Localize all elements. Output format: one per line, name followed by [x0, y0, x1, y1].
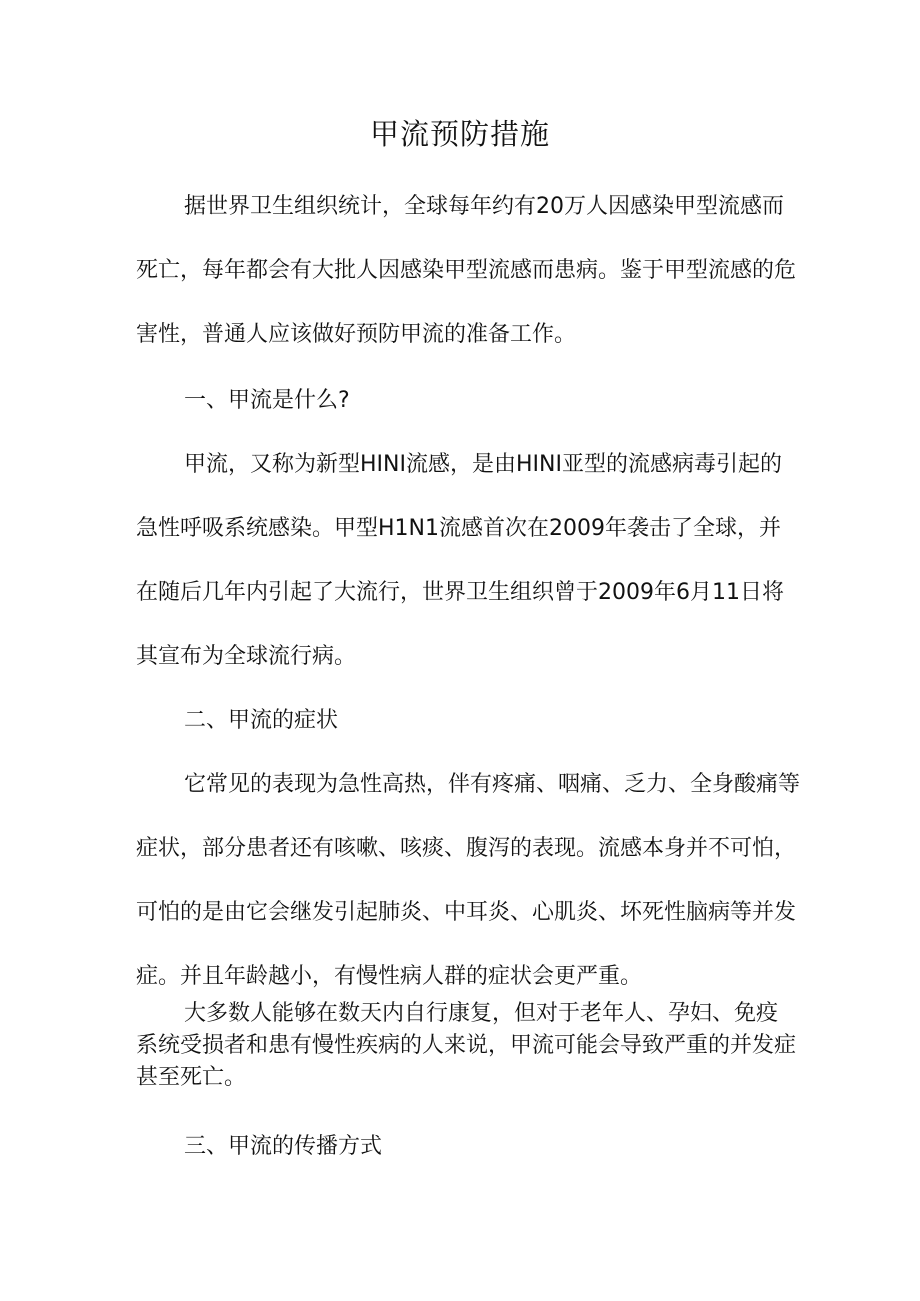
definition-paragraph: 甲流，又称为新型HINI流感，是由HINI亚型的流感病毒引起的急性呼吸系统感染。甲型H1N1流感首次在2009年袭击了全球，并在随后几年内引起了大流行，世界卫生组织曾于2009年6月11日将其宣布为全球流行病。 — [136, 452, 784, 669]
document-title: 甲流预防措施 — [369, 117, 550, 151]
section-heading-transmission: 三、甲流的传播方式 — [184, 1134, 383, 1159]
section-heading-symptoms: 二、甲流的症状 — [184, 708, 339, 733]
intro-paragraph: 据世界卫生组织统计，全球每年约有20万人因感染甲型流感而死亡，每年都会有大批人因感染甲型流感而患病。鉴于甲型流感的危害性，普通人应该做好预防甲流的准备工作。 — [136, 194, 797, 347]
recovery-paragraph: 大多数人能够在数天内自行康复，但对于老年人、孕妇、免疫系统受损者和患有慢性疾病的人来说，甲流可能会导致严重的并发症甚至死亡。 — [136, 1001, 797, 1090]
section-heading-what-is-flu: 一、甲流是什么? — [184, 388, 350, 413]
symptoms-paragraph: 它常见的表现为急性高热，伴有疼痛、咽痛、乏力、全身酸痛等症状，部分患者还有咳嗽、咳痰、腹泻的表现。流感本身并不可怕，可怕的是由它会继发引起肺炎、中耳炎、心肌炎、坏死性脑病等并发症。并且年龄越小，有慢性病人群的症状会更严重。 — [136, 772, 801, 989]
